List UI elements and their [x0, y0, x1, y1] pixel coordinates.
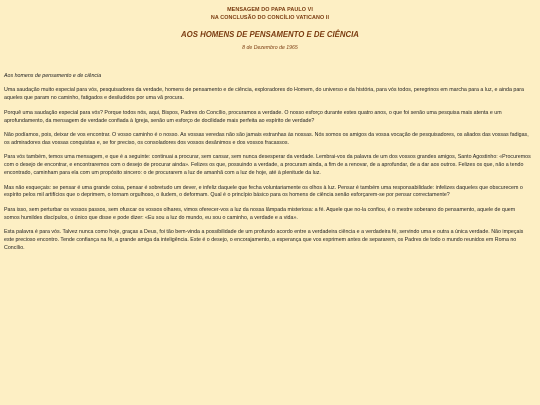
- message-heading: MENSAGEM DO PAPA PAULO VI: [227, 6, 313, 13]
- paragraph-2: Porquê uma saudação especial para vós? Porque todos nós, aqui, Bispos, Padres do Concílio, procuramos a verdade. O nosso esforço durante estes quatro anos, o que foi senão uma pesquisa mais atenta e um aprofundamento, da mensagem de verdade confiada à Igreja, senão um esforço de docilidade mais perfeita ao espírito de verdade?: [4, 109, 502, 124]
- document-body: [4, 73, 532, 259]
- document-date: 8 de Dezembro de 1965: [242, 44, 298, 51]
- paragraph-5: Mas não esqueçais: se pensar é uma grande coisa, pensar é sobretudo um dever, e infeliz daquele que fecha voluntariamente os olhos à luz. Pensar é também uma responsabilidade: infelizes daqueles que obscurecem o espírito pelos mil artifícios que o deprimem, o tornam orgulhoso, o iludem, o deformam. Qual é o princípio básico para os homens de ciência senão esforçarem-se por pensar correctamente?: [4, 184, 523, 199]
- paragraph-4: Para vós também, temos uma mensagem, e que é a seguinte: continuai a procurar, sem cansar, sem nunca desesperar da verdade. Lembrai-vos da palavra de um dos vossos grandes amigos, Santo Agostinho: «Procuremos com o desejo de encontrar, e encontraremos com o desejo de procurar ainda». Felizes os que, possuindo a verdade, a procuram ainda, a fim de a renovar, de a aprofundar, de a dar aos outros. Felizes os que, não a tendo encontrado, caminham para ela com um propósito sincero: o de procurarem a luz de amanhã com a luz de hoje, até à plenitude da luz.: [4, 154, 531, 177]
- paragraph-1: Uma saudação muito especial para vós, pesquisadores da verdade, homens de pensamento e de ciência, exploradores do Homem, do universo e da história, para vós todos, peregrinos em marcha para a luz, e ainda para aqueles que param no caminho, fatigados e desiludidos por uma vã procura.: [4, 87, 524, 102]
- paragraph-3: Não podíamos, pois, deixar de vos encontrar. O vosso caminho é o nosso. As vossas veredas não são jamais estranhas às nossas. Nós somos os amigos da vossa vocação de pesquisadores, os aliados das vossas fadigas, os admiradores das vossas conquistas e, se for preciso, os consoladores dos vossos desânimos e dos vossos fracassos.: [4, 132, 529, 146]
- document-title: AOS HOMENS DE PENSAMENTO E DE CIÊNCIA: [181, 29, 359, 39]
- document-header: [0, 0, 540, 52]
- paragraph-6: Para isso, sem perturbar os vossos passos, sem ofuscar os vossos olhares, vimos oferecer-vos a luz da nossa lâmpada misteriosa: a fé. Aquele que no-la confiou, é o mestre soberano do pensamento, aquele de quem somos humildes discípulos, o único que disse e pode dizer: «Eu sou a luz do mundo, eu sou o caminho, a verdade e a vida».: [4, 206, 516, 221]
- paragraph-7: Esta palavra é para vós. Talvez nunca como hoje, graças a Deus, foi tão bem-vinda a possibilidade de um profundo acordo entre a verdadeira ciência e a verdadeira fé, servindo uma e outra a única verdade. Não impeçais este precioso encontro. Tende confiança na fé, a grande amiga da inteligência. Este é o desejo, o encorajamento, a esperança que vos exprimem antes de separarem, os Padres de todo o mundo reunidos em Roma no Concílio.: [4, 229, 524, 251]
- address-line: Aos homens de pensamento e de ciência: [4, 73, 102, 79]
- council-heading: NA CONCLUSÃO DO CONCÍLIO VATICANO II: [210, 15, 330, 21]
